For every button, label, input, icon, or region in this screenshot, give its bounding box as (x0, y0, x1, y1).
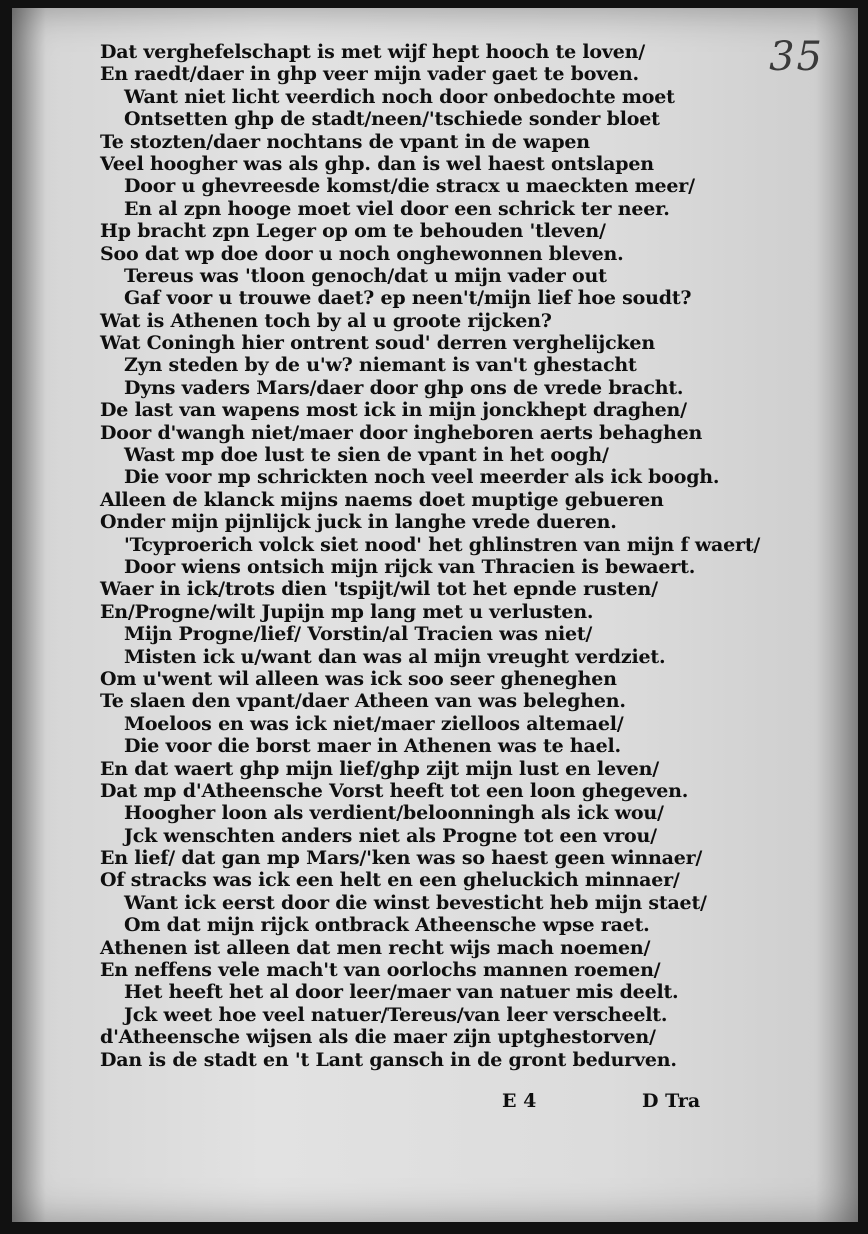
verse-line: Wast mp doe lust te sien de vpant in het oogh/ (124, 444, 609, 467)
verse-line: Zyn steden by de u'w? niemant is van't ghestacht (124, 354, 637, 377)
verse-line: En neffens vele mach't van oorlochs mannen roemen/ (100, 959, 661, 982)
verse-line: En raedt/daer in ghp veer mijn vader gaet te boven. (100, 63, 639, 86)
verse-line: Of stracks was ick een helt en een gheluckich minnaer/ (100, 869, 680, 892)
verse-line: Jck weet hoe veel natuer/Tereus/van leer verscheelt. (124, 1003, 668, 1026)
verse-line: 'Tcyproerich volck siet nood' het ghlinstren van mijn f waert/ (124, 533, 761, 556)
verse-line: Athenen ist alleen dat men recht wijs mach noemen/ (100, 936, 651, 959)
verse-line: Dyns vaders Mars/daer door ghp ons de vrede bracht. (124, 376, 684, 399)
verse-line: Dat mp d'Atheensche Vorst heeft tot een loon ghegeven. (100, 779, 689, 802)
verse-line: Ontsetten ghp de stadt/neen/'tschiede sonder bloet (124, 108, 660, 131)
verse-text-block (100, 41, 800, 1071)
book-page (12, 8, 858, 1222)
verse-line: Door d'wangh niet/maer door ingheboren aerts behaghen (100, 421, 703, 444)
verse-line: Die voor die borst maer in Athenen was te hael. (124, 735, 621, 758)
verse-line: Wat Coningh hier ontrent soud' derren verghelijcken (100, 332, 655, 355)
verse-line: En al zpn hooge moet viel door een schrick ter neer. (124, 197, 670, 220)
verse-line: Te slaen den vpant/daer Atheen van was beleghen. (100, 690, 626, 713)
verse-line: Soo dat wp doe door u noch onghewonnen bleven. (100, 242, 624, 265)
verse-line: Gaf voor u trouwe daet? ep neen't/mijn lief hoe soudt? (124, 287, 692, 310)
verse-line: Tereus was 'tloon genoch/dat u mijn vader out (124, 264, 607, 287)
signature-mark: E 4 (502, 1090, 537, 1112)
verse-line: Het heeft het al door leer/maer van natuer mis deelt. (124, 981, 679, 1004)
verse-line: Mijn Progne/lief/ Vorstin/al Tracien was niet/ (124, 623, 593, 646)
verse-line: d'Atheensche wijsen als die maer zijn uptghestorven/ (100, 1026, 656, 1049)
verse-line: Te stozten/daer nochtans de vpant in de wapen (100, 130, 590, 153)
verse-line: Om u'went wil alleen was ick soo seer gheneghen (100, 667, 617, 690)
verse-line: Waer in ick/trots dien 'tspijt/wil tot het epnde rusten/ (100, 578, 658, 601)
verse-line: Om dat mijn rijck ontbrack Atheensche wpse raet. (124, 914, 650, 937)
verse-line: En dat waert ghp mijn lief/ghp zijt mijn lust en leven/ (100, 757, 660, 780)
verse-line: Onder mijn pijnlijck juck in langhe vrede dueren. (100, 511, 617, 534)
verse-line: Hoogher loon als verdient/beloonningh als ick wou/ (124, 802, 664, 825)
catchword: D Tra (642, 1090, 701, 1112)
verse-line: En/Progne/wilt Jupijn mp lang met u verlusten. (100, 600, 594, 623)
folio-number: 35 (769, 34, 824, 80)
verse-line: Dat verghefelschapt is met wijf hept hooch te loven/ (100, 41, 645, 63)
verse-line: Misten ick u/want dan was al mijn vreught verdziet. (124, 645, 666, 668)
verse-line: Alleen de klanck mijns naems doet muptige gebueren (100, 488, 664, 511)
verse-line: En lief/ dat gan mp Mars/'ken was so haest geen winnaer/ (100, 847, 703, 870)
verse-line: Moeloos en was ick niet/maer zielloos altemael/ (124, 712, 624, 735)
verse-line: Jck wenschten anders niet als Progne tot een vrou/ (124, 824, 657, 847)
verse-line: Want niet licht veerdich noch door onbedochte moet (124, 85, 675, 108)
verse-line: Hp bracht zpn Leger op om te behouden 'tleven/ (100, 220, 606, 243)
verse-line: Wat is Athenen toch by al u groote rijcken? (100, 309, 552, 332)
verse-line: De last van wapens most ick in mijn jonckhept draghen/ (100, 399, 687, 422)
verse-line: Dan is de stadt en 't Lant gansch in de gront bedurven. (100, 1048, 677, 1071)
verse-line: Die voor mp schrickten noch veel meerder als ick boogh. (124, 466, 720, 489)
verse-line: Veel hoogher was als ghp. dan is wel haest ontslapen (100, 152, 654, 175)
verse-line: Door u ghevreesde komst/die stracx u maeckten meer/ (124, 175, 695, 198)
verse-line: Door wiens ontsich mijn rijck van Thracien is bewaert. (124, 555, 696, 578)
verse-line: Want ick eerst door die winst bevesticht heb mijn staet/ (124, 891, 707, 914)
